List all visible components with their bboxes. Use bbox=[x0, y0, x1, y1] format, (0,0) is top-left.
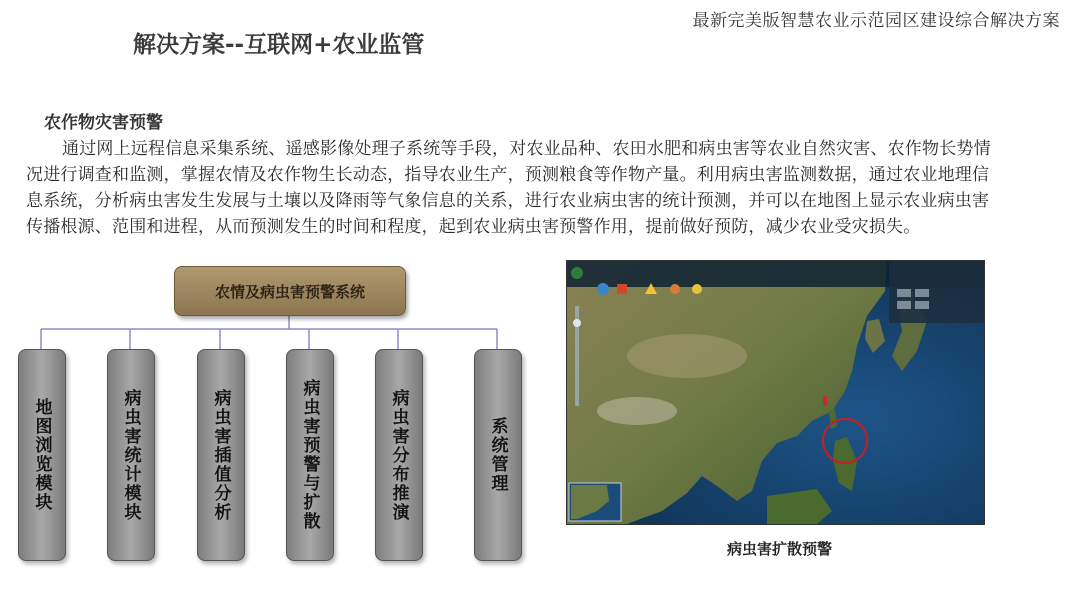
header-subtitle: 最新完美版智慧农业示范园区建设综合解决方案 bbox=[692, 11, 1060, 31]
module-pest-distribution: 病虫害分布推演 bbox=[375, 349, 423, 561]
module-pest-warning-spread: 病虫害预警与扩散 bbox=[286, 349, 334, 561]
module-system-admin: 系统管理 bbox=[474, 349, 522, 561]
module-pest-statistics: 病虫害统计模块 bbox=[107, 349, 155, 561]
module-pest-interpolation: 病虫害插值分析 bbox=[197, 349, 245, 561]
page-title: 解决方案--互联网+农业监管 bbox=[133, 32, 425, 58]
diagram-root-node: 农情及病虫害预警系统 bbox=[174, 266, 406, 316]
map-caption: 病虫害扩散预警 bbox=[727, 540, 833, 558]
section-body-text: 通过网上远程信息采集系统、遥感影像处理子系统等手段，对农业品种、农田水肥和病虫害等农业自然灾害、农作物长势情况进行调查和监测，掌握农情及农作物生长动态，指导农业生产，预测粮食等作物产量。利用病虫害监测数据，通过农业地理信息系统，分析病虫害发生发展与土壤以及降雨等气象信息的关系，进行农业病虫害的统计预测，并可以在地图上显示农业病虫害传播根源、范围和进程，从而预测发生的时间和程度，起到农业病虫害预警作用，提前做好预防，减少农业受灾损失。 bbox=[26, 139, 991, 237]
map-screenshot bbox=[566, 260, 985, 525]
satellite-map bbox=[567, 261, 984, 524]
section-heading: 农作物灾害预警 bbox=[44, 113, 163, 133]
module-map-browse: 地图浏览模块 bbox=[18, 349, 66, 561]
